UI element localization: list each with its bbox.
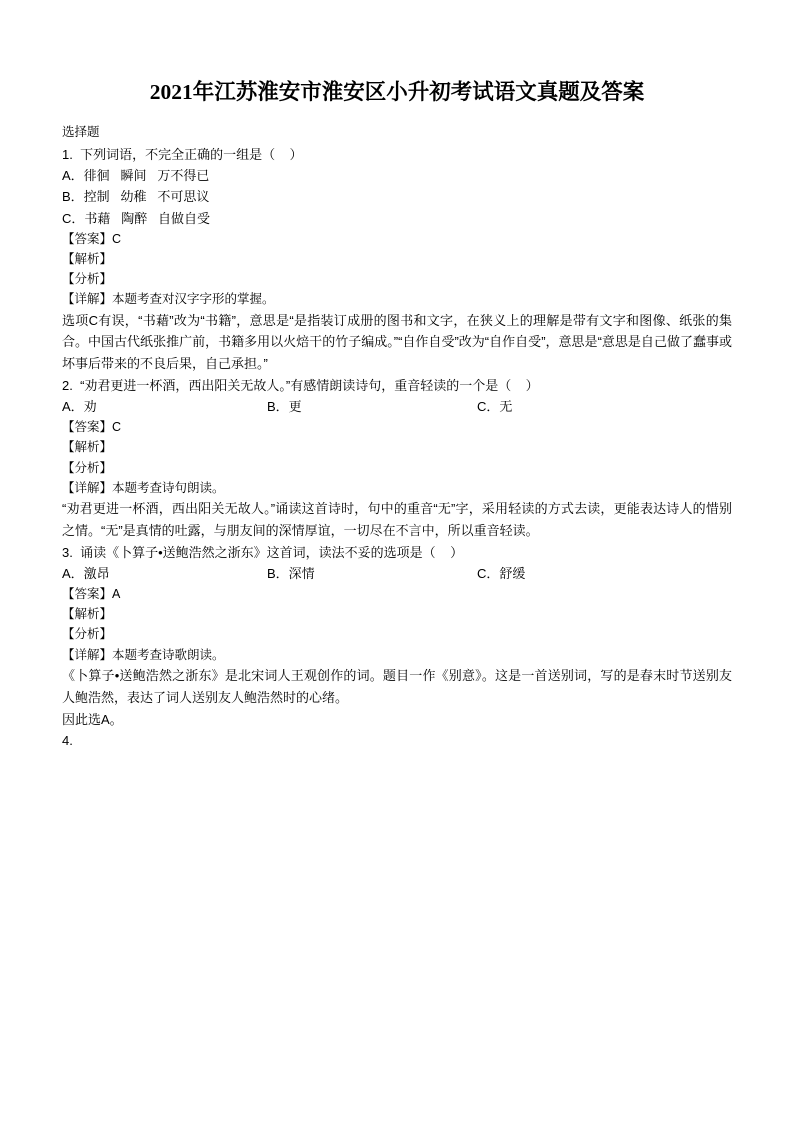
question-1-answer (62, 229, 732, 249)
question-block-2 (62, 375, 732, 542)
detail-text-2: 本题考查诗句朗读。 (112, 480, 225, 495)
question-2-option-c: C．无 (477, 399, 513, 415)
page-title: 2021年江苏淮安市淮安区小升初考试语文真题及答案 (149, 80, 645, 104)
answer-label-1: 【答案】 (62, 231, 113, 246)
detail-label-2: 【详解】 (62, 480, 113, 495)
question-1-detail (62, 289, 732, 309)
question-2-explain-label: 【解析】 (62, 440, 113, 455)
answer-value-2: C (112, 420, 122, 435)
section-label: 选择题 (62, 125, 100, 140)
question-3-option-a: A．激昂 (62, 565, 110, 581)
question-3-conclusion-paragraph: 因此选A。 (62, 711, 123, 727)
question-3-explanation-paragraph: 《卜算子•送鲍浩然之浙东》是北宋词人王观创作的词。题目一作《别意》。这是一首送别词，写的是春末时节送别友人鲍浩然，表达了词人送别友人鲍浩然时的心绪。 (62, 667, 732, 705)
answer-value-1: C (112, 231, 122, 246)
answer-label-3: 【答案】 (62, 586, 113, 601)
question-3-options (62, 563, 732, 584)
question-stem-1 (62, 144, 732, 165)
detail-text-3: 本题考查诗歌朗读。 (112, 647, 225, 662)
question-stem-2 (62, 375, 732, 396)
question-block-1 (62, 144, 732, 375)
question-text-2: “劝君更进一杯酒，西出阳关无故人。”有感情朗读诗句，重音轻读的一个是（ ） (80, 378, 539, 394)
answer-value-3: A (112, 586, 121, 601)
question-3-option-c: C．舒缓 (477, 565, 526, 581)
question-2-option-a: A．劝 (62, 399, 97, 415)
question-2-analysis-label: 【分析】 (62, 460, 113, 475)
question-1-analysis-label: 【分析】 (62, 272, 113, 287)
question-text-3: 诵读《卜算子•送鲍浩然之浙东》这首词，读法不妥的选项是（ ） (80, 544, 464, 560)
question-number-4: 4. (62, 733, 73, 749)
detail-label-3: 【详解】 (62, 647, 113, 662)
detail-label-1: 【详解】 (62, 292, 113, 307)
question-stem-3 (62, 542, 732, 563)
question-1-option-c: C．书藉 陶醉 自做自受 (62, 210, 211, 226)
question-1-option-a: A．徘徊 瞬间 万不得已 (62, 168, 210, 184)
question-block-3 (62, 542, 732, 731)
question-text-1: 下列词语，不完全正确的一组是（ ） (80, 147, 303, 163)
question-3-explain-label: 【解析】 (62, 607, 113, 622)
question-2-option-b: B．更 (267, 399, 302, 415)
question-3-option-b: B．深情 (267, 565, 315, 581)
question-2-options (62, 396, 732, 417)
question-number-3: 3. (62, 544, 73, 560)
question-number-1: 1. (62, 147, 73, 163)
detail-text-1: 本题考查对汉字字形的掌握。 (112, 292, 275, 307)
question-3-answer (62, 584, 732, 604)
answer-label-2: 【答案】 (62, 420, 113, 435)
question-3-analysis-label: 【分析】 (62, 627, 113, 642)
question-2-answer (62, 417, 732, 437)
question-2-explanation-paragraph: “劝君更进一杯酒，西出阳关无故人。”诵读这首诗时，句中的重音“无”字，采用轻读的方式去读，更能表达诗人的惜别之情。“无”是真情的吐露，与朋友间的深情厚谊，一切尽在不言中，所以重音轻读。 (62, 501, 732, 538)
question-3-detail (62, 645, 732, 665)
question-1-option-b: B．控制 幼稚 不可思议 (62, 189, 210, 205)
question-1-explanation-paragraph: 选项C有误，“书藉”改为“书籍”，意思是“是指装订成册的图书和文字，在狭义上的理解是带有文字和图像、纸张的集合。中国古代纸张推广前，书籍多用以火焙干的竹子编成。”“自作自受”改为“自作自受”，意思是“意思是自己做了蠢事或坏事后带来的不良后果，自己承担。” (62, 312, 732, 372)
question-1-explain-label: 【解析】 (62, 251, 113, 266)
question-number-2: 2. (62, 378, 73, 394)
question-2-detail (62, 478, 732, 498)
